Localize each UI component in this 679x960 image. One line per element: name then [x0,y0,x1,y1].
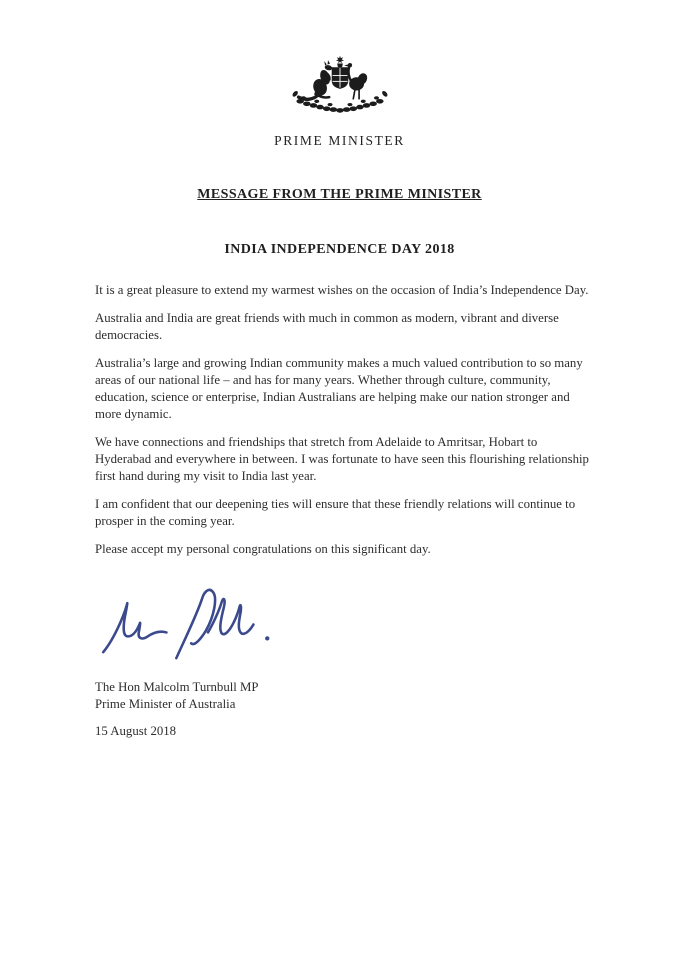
signatory-title: Prime Minister of Australia [95,697,236,711]
paragraph-1: It is a great pleasure to extend my warmest wishes on the occasion of India’s Independence Day. [95,283,589,297]
message-heading: MESSAGE FROM THE PRIME MINISTER [197,187,482,202]
signatory-name: The Hon Malcolm Turnbull MP [95,680,259,694]
occasion-heading: INDIA INDEPENDENCE DAY 2018 [224,242,455,257]
paragraph-4: We have connections and friendships that stretch from Adelaide to Amritsar, Hobart to Hyderabad and everywhere in between. I was fortunate to have seen this flourishing relationship first hand during my visit to India last year. [95,435,589,483]
letter-body [95,282,592,569]
handwritten-signature-icon [96,585,311,669]
letter-date: 15 August 2018 [95,724,177,738]
paragraph-2: Australia and India are great friends with much in common as modern, vibrant and diverse democracies. [95,311,559,342]
signature-block [95,679,259,713]
letterhead-title: PRIME MINISTER [274,133,405,148]
paragraph-3: Australia’s large and growing Indian community makes a much valued contribution to so many areas of our national life – and has for many years. Whether through culture, community, education, science or enterprise, Indian Australians are helping make our nation stronger and more dynamic. [95,356,583,421]
australian-coat-of-arms-icon [290,54,390,127]
signature [96,585,311,669]
paragraph-5: I am confident that our deepening ties will ensure that these friendly relations will continue to prosper in the coming year. [95,497,576,528]
letterhead [0,54,679,132]
paragraph-6: Please accept my personal congratulations on this significant day. [95,542,431,556]
